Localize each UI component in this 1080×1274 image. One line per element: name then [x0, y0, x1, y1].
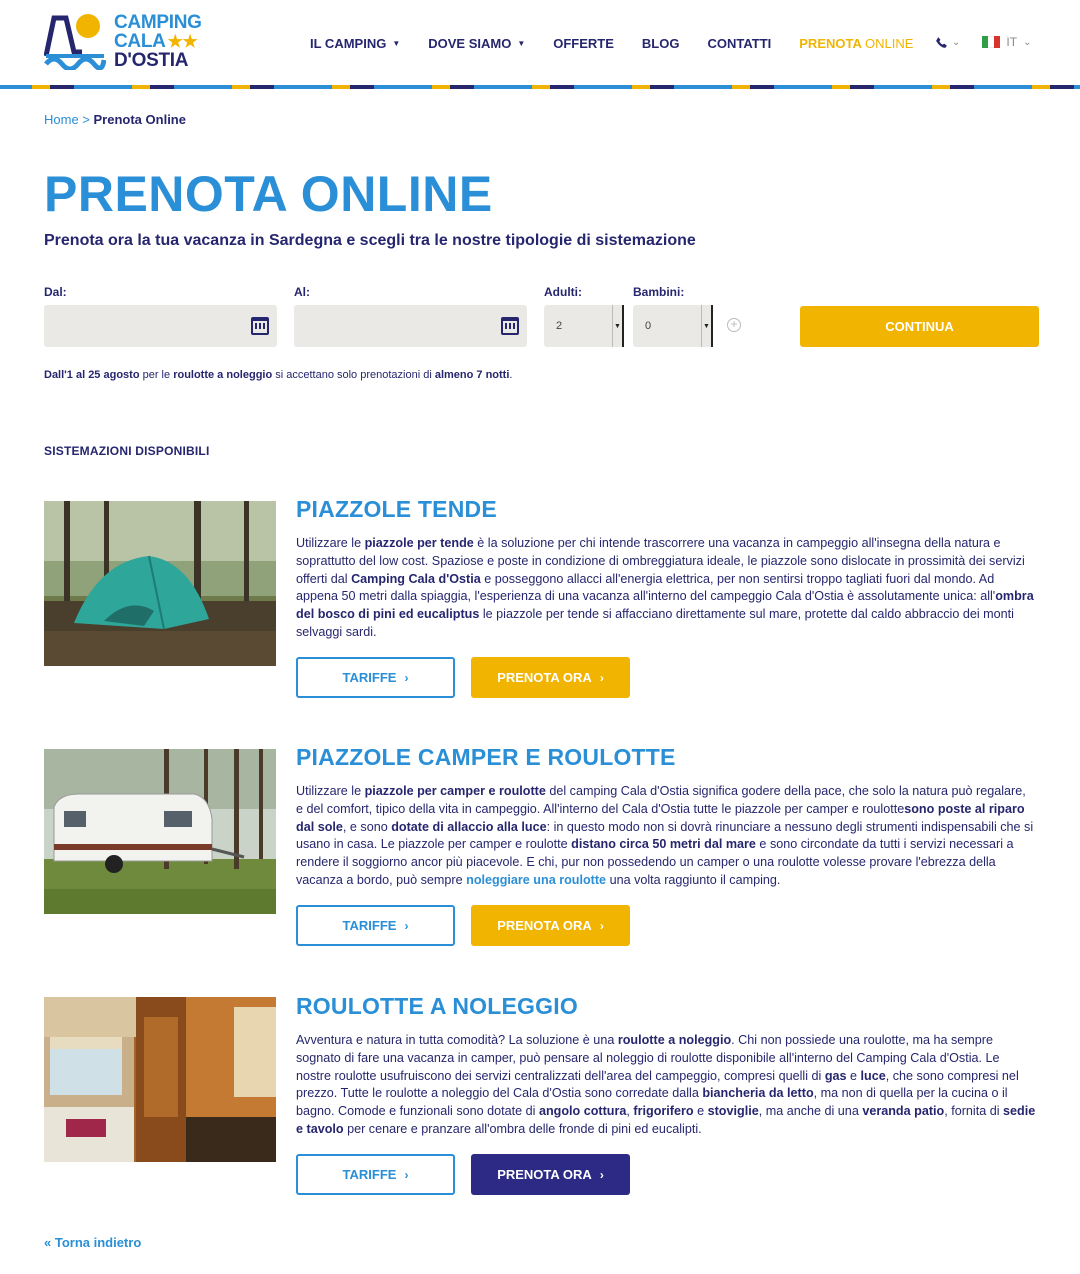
dal-label: Dal:: [44, 285, 67, 299]
calendar-icon[interactable]: [501, 317, 519, 335]
logo-line-3: D'OSTIA: [114, 50, 189, 71]
caret-down-icon: ▼: [392, 39, 401, 48]
al-label: Al:: [294, 285, 310, 299]
logo-mark-icon: [44, 12, 106, 70]
italy-flag-icon: [982, 36, 1000, 48]
select-arrow-icon: ▼: [612, 305, 624, 347]
booking-note: Dall'1 al 25 agosto per le roulotte a noleggio si accettano solo prenotazioni di almeno 7 notti.: [44, 369, 513, 381]
card-description: Utilizzare le piazzole per tende è la soluzione per chi intende trascorrere una vacanza in campeggio all'insegna della natura e soprattutto del low cost. Spaziose e poste in condizione di ombreggiatura ideale, le piazzole sono dislocate in prossimità dei servizi offerti dal Camping Cala d'Ostia e posseggono allacci all'energia elettrica, per non sentirsi troppo tagliati fuori dal mondo. Ad appena 50 metri dalla spiaggia, l'esperienza di una vacanza all'interno del campeggio Cala d'Ostia è assolutamente unica: all'ombra del bosco di pini ed eucaliptus le piazzole per tende si affacciano direttamente sul mare, protette dal caldo abbraccio dei monti selvaggi sardi.: [296, 536, 1034, 639]
language-label: IT: [1006, 35, 1018, 49]
card-title: PIAZZOLE CAMPER E ROULOTTE: [296, 744, 676, 770]
tariffe-button[interactable]: TARIFFE ›: [296, 905, 455, 946]
calendar-icon[interactable]: [251, 317, 269, 335]
phone-icon: [935, 36, 948, 49]
card-description: Avventura e natura in tutta comodità? La soluzione è una roulotte a noleggio. Chi non possiede una roulotte, ma ha sempre sognato di fare una vacanza in camper, può pensare al noleggio di roulotte disponibile all'interno del Camping Cala d'Ostia. Le nostre roulotte usufruiscono dei servizi centralizzati dell'area del campeggio, compresi quelli di gas e luce, che sono compresi nel prezzo. Tutte le roulotte a noleggio del Cala d'Ostia sono corredate dalla biancheria da letto, ma non di quella per la cucina o il bagno. Comode e funzionali sono dotate di angolo cottura, frigorifero e stoviglie, ma anche di una veranda patio, fornita di sedie e tavolo per cenare e pranzare all'ombra delle fronde di pini ed eucalipti.: [296, 1033, 1036, 1136]
card-description: Utilizzare le piazzole per camper e roulotte del camping Cala d'Ostia significa godere della pace, che solo la natura può regalare, e del comfort, tipico della vita in campeggio. All'interno del Cala d'Ostia tutte le piazzole per camper e roulottesono poste al riparo dal sole, e sono dotate di allaccio alla luce: in questo modo non si dovrà rinunciare a nessuno degli strumenti indispensabili che si usano in casa. Le piazzole per camper e roulotte distano circa 50 metri dal mare e sono circondate da tutti i servizi necessari a rendere il soggiorno ancor più piacevole. E chi, pur non possedendo un camper o una roulotte volesse provare l'ebrezza della vacanza a bordo, può sempre noleggiare una roulotte una volta raggiunto il camping.: [296, 784, 1034, 887]
card-title: ROULOTTE A NOLEGGIO: [296, 993, 578, 1019]
logo-line-2: CALA ★★: [114, 31, 198, 52]
plus-circle-icon[interactable]: +: [727, 318, 741, 332]
logo-stars: ★★: [167, 32, 198, 51]
header-stripe-divider: [0, 85, 1080, 89]
breadcrumb-separator: >: [78, 112, 94, 127]
prenota-ora-button[interactable]: PRENOTA ORA ›: [471, 1154, 630, 1195]
bambini-select[interactable]: [633, 305, 713, 347]
nav-il-camping[interactable]: IL CAMPING ▼: [310, 36, 401, 51]
phone-dropdown[interactable]: [935, 36, 960, 49]
site-header: [0, 0, 1080, 86]
logo-text: [114, 13, 202, 70]
site-logo[interactable]: [44, 12, 204, 72]
chevron-right-icon: ›: [404, 1167, 409, 1182]
logo-line-1: CAMPING: [114, 12, 202, 33]
noleggiare-link[interactable]: noleggiare una roulotte: [466, 872, 607, 887]
caravan-interior-photo: [44, 997, 276, 1162]
nav-offerte[interactable]: OFFERTE: [553, 36, 614, 51]
prenota-ora-button[interactable]: PRENOTA ORA ›: [471, 905, 630, 946]
header-utilities: [935, 35, 1031, 49]
nav-dove-siamo[interactable]: DOVE SIAMO ▼: [428, 36, 526, 51]
bambini-label: Bambini:: [633, 285, 685, 299]
caret-down-icon: ▼: [517, 39, 526, 48]
adulti-value: 2: [556, 320, 563, 332]
chevron-right-icon: ›: [404, 918, 409, 933]
page-title: PRENOTA ONLINE: [44, 166, 493, 222]
caravan-photo: [44, 749, 276, 914]
prenota-ora-button[interactable]: PRENOTA ORA ›: [471, 657, 630, 698]
tent-photo: [44, 501, 276, 666]
chevron-right-icon: ›: [404, 670, 409, 685]
tariffe-button[interactable]: TARIFFE ›: [296, 657, 455, 698]
adulti-select[interactable]: [544, 305, 624, 347]
dal-date-input[interactable]: [44, 305, 277, 347]
adulti-label: Adulti:: [544, 285, 582, 299]
nav-prenota-online[interactable]: PRENOTA ONLINE: [799, 36, 914, 51]
al-date-input[interactable]: [294, 305, 527, 347]
bambini-value: 0: [645, 320, 652, 332]
breadcrumb-current: Prenota Online: [93, 112, 186, 127]
section-heading: SISTEMAZIONI DISPONIBILI: [44, 444, 210, 458]
chevron-right-icon: ›: [599, 670, 604, 685]
main-nav: [310, 36, 941, 51]
card-title: PIAZZOLE TENDE: [296, 496, 497, 522]
page-subtitle: Prenota ora la tua vacanza in Sardegna e scegli tra le nostre tipologie di sistemazione: [44, 232, 696, 249]
breadcrumb: [44, 112, 186, 127]
nav-blog[interactable]: BLOG: [641, 36, 680, 51]
select-arrow-icon: ▼: [701, 305, 713, 347]
chevron-right-icon: ›: [599, 918, 604, 933]
chevron-right-icon: ›: [599, 1167, 604, 1182]
chevron-down-icon: ⌄: [1023, 36, 1032, 48]
chevron-down-icon: ⌄: [952, 36, 961, 48]
breadcrumb-home[interactable]: Home: [44, 112, 79, 127]
continue-button[interactable]: CONTINUA: [800, 306, 1039, 347]
language-selector[interactable]: [982, 35, 1031, 49]
nav-contatti[interactable]: CONTATTI: [707, 36, 772, 51]
back-link[interactable]: « Torna indietro: [44, 1235, 142, 1250]
tariffe-button[interactable]: TARIFFE ›: [296, 1154, 455, 1195]
